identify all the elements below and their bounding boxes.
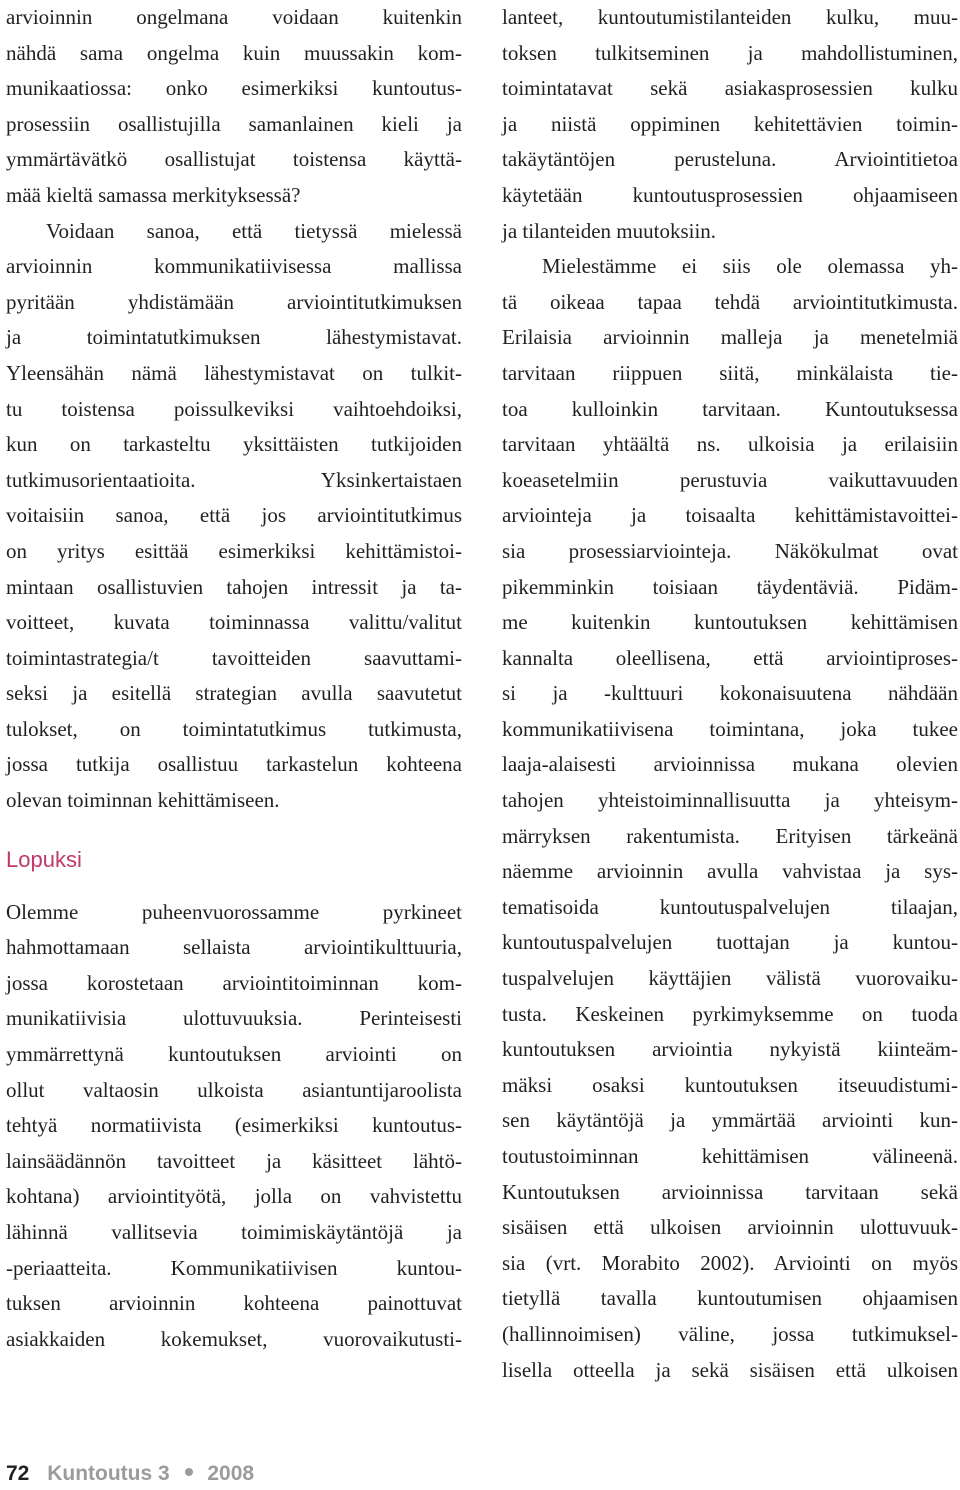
text-line: ymmärtävätkö osallistujat toistensa käyttä- bbox=[6, 147, 462, 172]
text-line: tarvitaan riippuen siitä, minkälaista tie- bbox=[502, 360, 958, 385]
text-line: tusta. Keskeinen pyrkimyksemme on tuoda bbox=[502, 1001, 958, 1026]
text-line: toksen tulkitseminen ja mahdollistuminen, bbox=[502, 40, 958, 65]
text-line: kannalta oleellisena, että arviointiproses- bbox=[502, 645, 958, 670]
text-line: tarvitaan yhtäältä ns. ulkoisia ja erilaisiin bbox=[502, 432, 958, 457]
paragraph-5 bbox=[502, 249, 958, 1388]
text-line: Erilaisia arvioinnin malleja ja menetelmiä bbox=[502, 325, 958, 350]
text-line: jossa tutkija osallistuu tarkastelun kohteena bbox=[6, 752, 462, 777]
right-column bbox=[502, 0, 958, 1388]
text-line: Olemme puheenvuorossamme pyrkineet bbox=[6, 899, 462, 924]
text-line: toimintatavat sekä asiakasprosessien kulku bbox=[502, 76, 958, 101]
text-line: ymmärrettynä kuntoutuksen arviointi on bbox=[6, 1042, 462, 1067]
text-line: märryksen rakentumista. Erityisen tärkeänä bbox=[502, 823, 958, 848]
text-line: toimintastrategia/t tavoitteiden saavuttami- bbox=[6, 645, 462, 670]
text-line: hahmottamaan sellaista arviointikulttuuria, bbox=[6, 935, 462, 960]
text-line: tä oikeaa tapaa tehdä arviointitutkimusta. bbox=[502, 289, 958, 314]
text-line: ja niistä oppiminen kehitettävien toimin- bbox=[502, 111, 958, 136]
text-line: kuntoutuksen arviointia nykyistä kiinteäm- bbox=[502, 1037, 958, 1062]
journal-name: Kuntoutus 3 bbox=[47, 1462, 170, 1485]
text-line: sen käytäntöjä ja ymmärtää arviointi kun- bbox=[502, 1108, 958, 1133]
text-line: kuntoutuspalvelujen tuottajan ja kuntou- bbox=[502, 930, 958, 955]
text-line: sia (vrt. Morabito 2002). Arviointi on myös bbox=[502, 1250, 958, 1275]
text-line: tietyllä tavalla kuntoutumisen ohjaamisen bbox=[502, 1286, 958, 1311]
text-line: arvioinnin ongelmana voidaan kuitenkin bbox=[6, 5, 462, 29]
text-line: -periaatteita. Kommunikatiivisen kuntou- bbox=[6, 1255, 462, 1280]
text-line: laaja-alaisesti arvioinnissa mukana olevien bbox=[502, 752, 958, 777]
text-line: toutustoiminnan kehittämisen välineenä. bbox=[502, 1144, 958, 1168]
text-line: mäksi osaksi kuntoutuksen itseuudistumi- bbox=[502, 1072, 958, 1097]
text-line: näemme arvioinnin avulla vahvistaa ja sys- bbox=[502, 859, 958, 884]
text-line: Kuntoutuksen arvioinnissa tarvitaan sekä bbox=[502, 1179, 958, 1204]
text-line: pikemminkin toisiaan täydentäviä. Pidäm- bbox=[502, 574, 958, 599]
text-line: jossa korostetaan arviointitoiminnan kom- bbox=[6, 970, 462, 995]
text-line: voitaisiin sanoa, että jos arviointitutkimus bbox=[6, 503, 462, 528]
text-line: tehtyä normatiivista (esimerkiksi kuntoutus- bbox=[6, 1113, 462, 1138]
text-line: seksi ja esitellä strategian avulla saavutetut bbox=[6, 681, 462, 706]
text-line: voitteet, kuvata toiminnassa valittu/valitut bbox=[6, 610, 462, 635]
paragraph-4 bbox=[502, 0, 958, 249]
text-line: ja tilanteiden muutoksiin. bbox=[502, 218, 717, 243]
text-line: lisella otteella ja sekä sisäisen että ulkoisen bbox=[502, 1357, 958, 1382]
text-line: tuspalvelujen käyttäjien välistä vuorovaiku- bbox=[502, 966, 958, 991]
text-line: mintaan osallistuvien tahojen intressit ja ta- bbox=[6, 574, 462, 599]
paragraph-1 bbox=[6, 0, 462, 214]
text-line: lainsäädännön tavoitteet ja käsitteet lähtö- bbox=[6, 1148, 462, 1173]
text-line: nähdä sama ongelma kuin muussakin kom- bbox=[6, 40, 462, 65]
text-line: lanteet, kuntoutumistilanteiden kulku, muu- bbox=[502, 5, 958, 29]
bullet-separator bbox=[185, 1468, 193, 1476]
text-line: Voidaan sanoa, että tietyssä mielessä bbox=[46, 218, 462, 243]
text-line: pyritään yhdistämään arviointitutkimuksen bbox=[6, 289, 462, 314]
text-line: takäytäntöjen perusteluna. Arviointitietoa bbox=[502, 147, 958, 172]
text-line: toa kulloinkin tarvitaan. Kuntoutuksessa bbox=[502, 396, 958, 421]
text-line: tahojen yhteistoiminnallisuutta ja yhteisym- bbox=[502, 788, 958, 813]
text-line: olevan toiminnan kehittämiseen. bbox=[6, 788, 280, 813]
text-line: lähinnä vallitsevia toimimiskäytäntöjä ja bbox=[6, 1220, 462, 1244]
left-column bbox=[6, 0, 462, 1357]
text-line: asiakkaiden kokemukset, vuorovaikutusti- bbox=[6, 1326, 462, 1351]
text-line: si ja -kulttuuri kokonaisuutena nähdään bbox=[502, 681, 958, 706]
text-line: tulokset, on toimintatutkimus tutkimusta, bbox=[6, 716, 462, 741]
journal-year: 2008 bbox=[207, 1462, 255, 1485]
text-line: me kuitenkin kuntoutuksen kehittämisen bbox=[502, 610, 958, 635]
text-line: on yritys esittää esimerkiksi kehittämistoi- bbox=[6, 538, 462, 563]
section-heading-lopuksi: Lopuksi bbox=[6, 846, 82, 872]
text-line: kommunikatiivisena toimintana, joka tukee bbox=[502, 716, 958, 741]
text-line: arvioinnin kommunikatiivisessa mallissa bbox=[6, 254, 462, 279]
text-line: käytetään kuntoutusprosessien ohjaamiseen bbox=[502, 182, 958, 207]
text-line: Yleensähän nämä lähestymistavat on tulkit- bbox=[6, 360, 462, 385]
text-line: sia prosessiarviointeja. Näkökulmat ovat bbox=[502, 538, 958, 563]
text-line: mää kieltä samassa merkityksessä? bbox=[6, 182, 301, 207]
page-number: 72 bbox=[6, 1462, 30, 1485]
text-line: tuksen arvioinnin kohteena painottuvat bbox=[6, 1291, 462, 1316]
paragraph-2 bbox=[6, 214, 462, 819]
text-line: kun on tarkasteltu yksittäisten tutkijoiden bbox=[6, 432, 462, 457]
text-line: kohtana) arviointityötä, jolla on vahvistettu bbox=[6, 1184, 462, 1209]
text-line: prosessiin osallistujilla samanlainen kieli ja bbox=[6, 111, 462, 136]
text-line: sisäisen että ulkoisen arvioinnin ulottuvuuk- bbox=[502, 1215, 958, 1240]
paragraph-3 bbox=[6, 895, 462, 1358]
text-line: munikaatiossa: onko esimerkiksi kuntoutus- bbox=[6, 76, 462, 101]
text-line: ja toimintatutkimuksen lähestymistavat. bbox=[6, 325, 462, 350]
text-line: ollut valtaosin ulkoista asiantuntijaroolista bbox=[6, 1077, 462, 1102]
text-line: koeasetelmiin perustuvia vaikuttavuuden bbox=[502, 467, 958, 492]
text-line: (hallinnoimisen) väline, jossa tutkimuksel- bbox=[502, 1321, 958, 1346]
text-line: tu toistensa poissulkeviksi vaihtoehdoiksi, bbox=[6, 396, 462, 421]
text-line: arviointeja ja toisaalta kehittämistavoittei- bbox=[502, 503, 958, 528]
text-line: tematisoida kuntoutuspalvelujen tilaajan, bbox=[502, 894, 958, 919]
text-line: tutkimusorientaatioita. Yksinkertaistaen bbox=[6, 467, 462, 492]
page-footer bbox=[6, 1462, 254, 1486]
text-line: Mielestämme ei siis ole olemassa yh- bbox=[542, 254, 958, 279]
text-line: munikatiivisia ulottuvuuksia. Perinteisesti bbox=[6, 1006, 462, 1031]
